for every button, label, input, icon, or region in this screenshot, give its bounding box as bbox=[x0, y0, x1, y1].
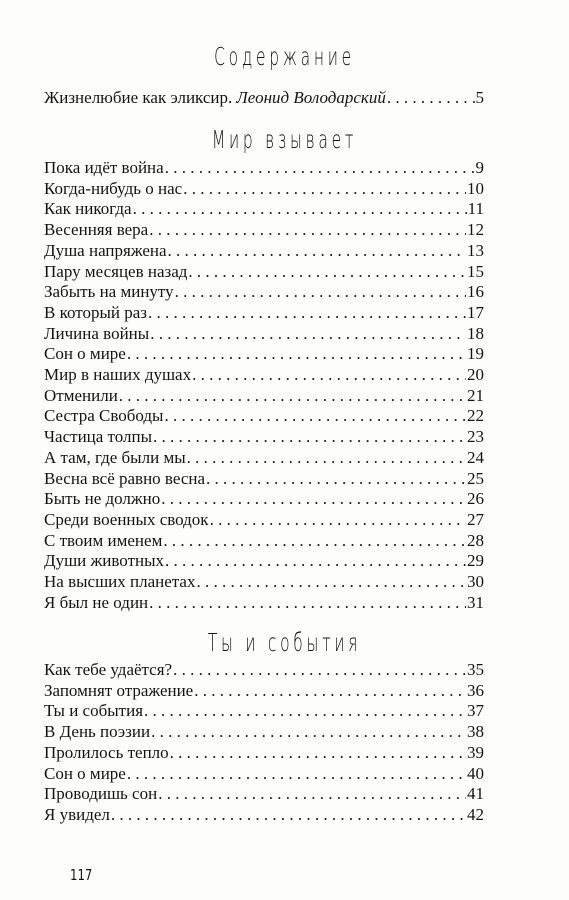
entry-title: Весна всё равно весна bbox=[44, 468, 206, 488]
dot-leader bbox=[175, 282, 466, 303]
entry-title: С твоим именем bbox=[44, 530, 163, 550]
dot-leader bbox=[188, 262, 466, 283]
entry-title: Проводишь сон bbox=[44, 784, 158, 804]
toc-entry bbox=[44, 303, 484, 324]
page-title: Содержание bbox=[214, 42, 355, 71]
entry-page: 12 bbox=[467, 220, 484, 240]
dot-leader bbox=[187, 448, 466, 469]
section-heading: Ты и события bbox=[207, 628, 362, 657]
dot-leader bbox=[158, 784, 466, 805]
dot-leader bbox=[165, 158, 475, 179]
entry-page: 39 bbox=[467, 742, 484, 762]
toc-entry bbox=[44, 743, 484, 764]
toc-entry bbox=[44, 282, 484, 303]
entry-title: Пока идёт война bbox=[44, 158, 164, 177]
dot-leader bbox=[161, 489, 466, 510]
entry-title: Частица толпы bbox=[44, 427, 153, 447]
toc-entry bbox=[44, 199, 484, 220]
entry-page: 23 bbox=[467, 427, 484, 447]
entry-page: 37 bbox=[467, 701, 484, 721]
dot-leader bbox=[194, 681, 466, 702]
entry-title: Среди военных сводок bbox=[44, 509, 209, 529]
dot-leader bbox=[210, 510, 466, 531]
entry-page: 29 bbox=[467, 551, 484, 571]
entry-title: Я был не один bbox=[44, 592, 149, 612]
toc-entry bbox=[44, 365, 484, 386]
dot-leader bbox=[149, 593, 466, 614]
dot-leader bbox=[165, 551, 466, 572]
toc-entry bbox=[44, 764, 484, 785]
entry-page: 19 bbox=[467, 344, 484, 364]
dot-leader bbox=[163, 531, 466, 552]
toc-entry bbox=[44, 681, 484, 702]
entry-title: В который раз bbox=[44, 302, 147, 322]
toc-entry bbox=[44, 805, 484, 826]
entry-page: 30 bbox=[467, 572, 484, 592]
entry-title: Мир в наших душах bbox=[44, 365, 192, 385]
entry-page: 9 bbox=[475, 158, 484, 177]
intro-title: Жизнелюбие как эликсир. bbox=[44, 88, 233, 107]
entry-page: 10 bbox=[467, 178, 484, 198]
toc-entry bbox=[44, 722, 484, 743]
toc-entry bbox=[44, 220, 484, 241]
dot-leader bbox=[119, 386, 466, 407]
entry-title: Сестра Свободы bbox=[44, 406, 164, 426]
toc-entry bbox=[44, 660, 484, 681]
toc-entry bbox=[44, 158, 484, 179]
dot-leader bbox=[148, 303, 466, 324]
entry-title: Как тебе удаётся? bbox=[44, 660, 173, 679]
entry-page: 13 bbox=[467, 240, 484, 260]
entry-title: Я увидел bbox=[44, 804, 110, 824]
entry-title: В День поэзии bbox=[44, 722, 151, 742]
dot-leader bbox=[111, 805, 466, 826]
toc-entry bbox=[44, 324, 484, 345]
entry-page: 18 bbox=[467, 323, 484, 343]
entry-title: Как никогда bbox=[44, 199, 132, 219]
dot-leader bbox=[153, 427, 466, 448]
dot-leader bbox=[127, 764, 466, 785]
entry-title: Личина войны bbox=[44, 323, 150, 343]
entry-page: 11 bbox=[467, 199, 484, 219]
entry-title: Пару месяцев назад bbox=[44, 261, 188, 281]
entry-page: 31 bbox=[467, 592, 484, 612]
toc-entry bbox=[44, 572, 484, 593]
dot-leader bbox=[150, 324, 466, 345]
entry-title: А там, где были мы bbox=[44, 447, 186, 467]
entry-page: 5 bbox=[475, 88, 484, 107]
entry-page: 36 bbox=[467, 680, 484, 700]
toc-entry bbox=[44, 784, 484, 805]
entry-page: 22 bbox=[467, 406, 484, 426]
entry-page: 28 bbox=[467, 530, 484, 550]
dot-leader bbox=[206, 469, 466, 490]
entry-page: 27 bbox=[467, 509, 484, 529]
dot-leader bbox=[164, 406, 466, 427]
dot-leader bbox=[127, 344, 466, 365]
entry-title: Забыть на минуту bbox=[44, 282, 174, 302]
entry-page: 20 bbox=[467, 365, 484, 385]
toc-entry bbox=[44, 427, 484, 448]
toc-entry bbox=[44, 241, 484, 262]
entry-title bbox=[44, 88, 386, 109]
dot-leader bbox=[151, 722, 466, 743]
toc-entry bbox=[44, 448, 484, 469]
toc-entry bbox=[44, 510, 484, 531]
section-list bbox=[44, 158, 484, 613]
entry-title: Весенняя вера bbox=[44, 220, 149, 240]
dot-leader bbox=[168, 241, 466, 262]
entry-title: На высших планетах bbox=[44, 572, 196, 592]
entry-page: 35 bbox=[467, 660, 484, 679]
entry-page: 42 bbox=[467, 804, 484, 824]
entry-title: Сон о мире bbox=[44, 344, 126, 364]
section-list bbox=[44, 660, 484, 826]
page-number: 117 bbox=[70, 866, 93, 884]
dot-leader bbox=[173, 660, 466, 681]
toc-entry bbox=[44, 344, 484, 365]
toc-entry bbox=[44, 551, 484, 572]
toc-entry bbox=[44, 179, 484, 200]
toc-entry bbox=[44, 701, 484, 722]
entry-page: 26 bbox=[467, 489, 484, 509]
toc-entry bbox=[44, 531, 484, 552]
dot-leader bbox=[149, 220, 466, 241]
dot-leader bbox=[170, 743, 466, 764]
entry-title: Быть не должно bbox=[44, 489, 161, 509]
entry-title: Запомнят отражение bbox=[44, 680, 194, 700]
entry-page: 17 bbox=[467, 302, 484, 322]
entry-title: Ты и события bbox=[44, 701, 144, 721]
toc-entry bbox=[44, 593, 484, 614]
intro-entry bbox=[44, 88, 484, 109]
toc-entry bbox=[44, 406, 484, 427]
entry-page: 38 bbox=[467, 722, 484, 742]
toc-entry bbox=[44, 88, 484, 109]
entry-page: 16 bbox=[467, 282, 484, 302]
entry-title: Когда-нибудь о нас bbox=[44, 178, 183, 198]
dot-leader bbox=[192, 365, 466, 386]
dot-leader bbox=[387, 88, 475, 109]
entry-page: 21 bbox=[467, 385, 484, 405]
entry-title: Отменили bbox=[44, 385, 118, 405]
dot-leader bbox=[144, 701, 466, 722]
section-heading: Мир взывает bbox=[211, 125, 358, 154]
entry-title: Душа напряжена bbox=[44, 240, 167, 260]
dot-leader bbox=[196, 572, 466, 593]
toc-entry bbox=[44, 262, 484, 283]
toc-entry bbox=[44, 489, 484, 510]
entry-page: 24 bbox=[467, 447, 484, 467]
entry-page: 15 bbox=[467, 261, 484, 281]
intro-author: Леонид Володарский bbox=[236, 88, 386, 107]
entry-page: 41 bbox=[467, 784, 484, 804]
entry-title: Пролилось тепло bbox=[44, 742, 169, 762]
entry-title: Души животных bbox=[44, 551, 165, 571]
dot-leader bbox=[133, 199, 467, 220]
entry-page: 25 bbox=[467, 468, 484, 488]
dot-leader bbox=[183, 179, 466, 200]
entry-title: Сон о мире bbox=[44, 763, 126, 783]
toc-entry bbox=[44, 469, 484, 490]
toc-entry bbox=[44, 386, 484, 407]
entry-page: 40 bbox=[467, 763, 484, 783]
